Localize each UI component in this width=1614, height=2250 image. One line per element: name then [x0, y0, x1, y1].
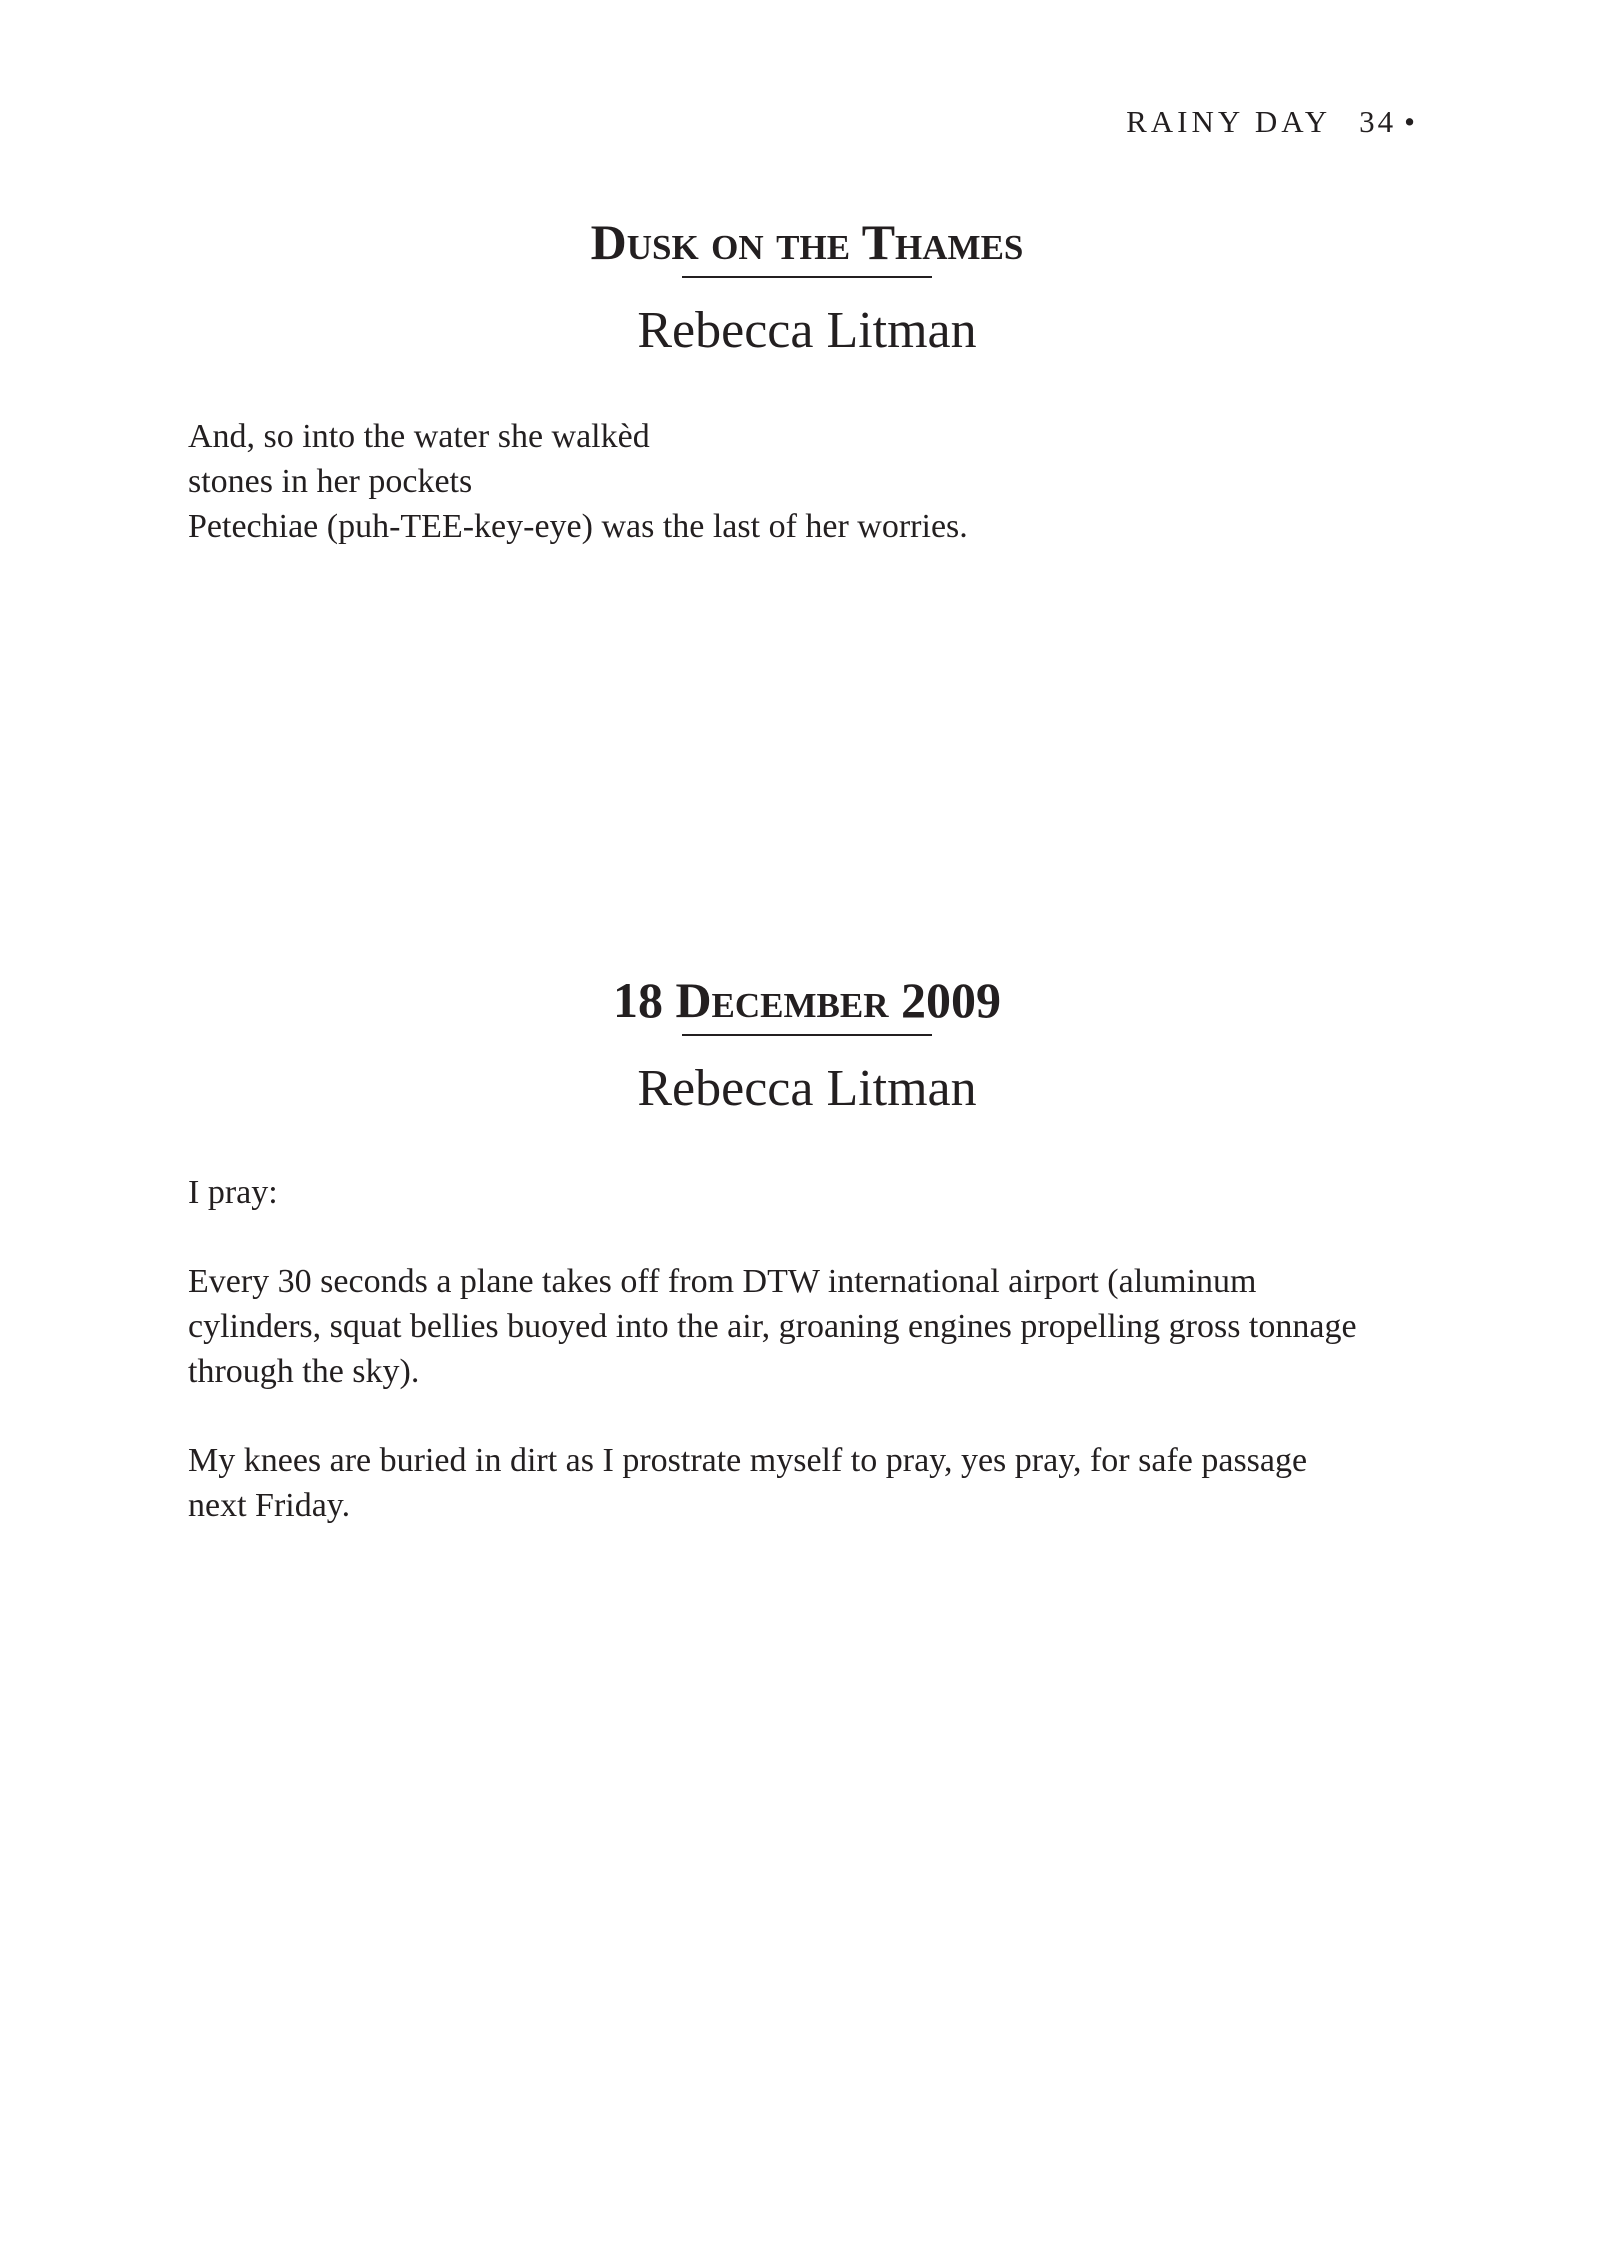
page-number: 34 [1359, 104, 1397, 139]
poem-body [188, 414, 1428, 549]
poem-line: And, so into the water she walkèd [188, 418, 650, 455]
title-divider [682, 1034, 932, 1036]
poem-dusk-on-the-thames [0, 212, 1614, 362]
poem-paragraph [188, 1170, 1428, 1215]
poem-line: next Friday. [188, 1487, 351, 1524]
poem-body [188, 1170, 1428, 1572]
poem-line: My knees are buried in dirt as I prostrate myself to pray, yes pray, for safe passage [188, 1442, 1308, 1479]
title-divider [682, 276, 932, 278]
poem-line: Every 30 seconds a plane takes off from DTW international airport (aluminum [188, 1263, 1257, 1300]
poem-line: cylinders, squat bellies buoyed into the air, groaning engines propelling gross tonnage [188, 1308, 1357, 1345]
poem-title: 18 December 2009 [612, 972, 1002, 1028]
poem-author: Rebecca Litman [637, 302, 977, 359]
poem-line: Petechiae (puh-TEE-key-eye) was the last of her worries. [188, 508, 968, 545]
poem-line: through the sky). [188, 1353, 420, 1390]
poem-line: I pray: [188, 1174, 278, 1211]
poem-title: Dusk on the Thames [590, 214, 1024, 270]
running-header [1126, 104, 1419, 140]
header-bullet: • [1404, 104, 1419, 139]
running-title: RAINY DAY [1126, 104, 1332, 139]
poem-line: stones in her pockets [188, 463, 473, 500]
poem-author: Rebecca Litman [637, 1060, 977, 1117]
poem-18-december-2009 [0, 970, 1614, 1120]
poem-paragraph [188, 1259, 1428, 1394]
poem-paragraph [188, 1438, 1428, 1528]
